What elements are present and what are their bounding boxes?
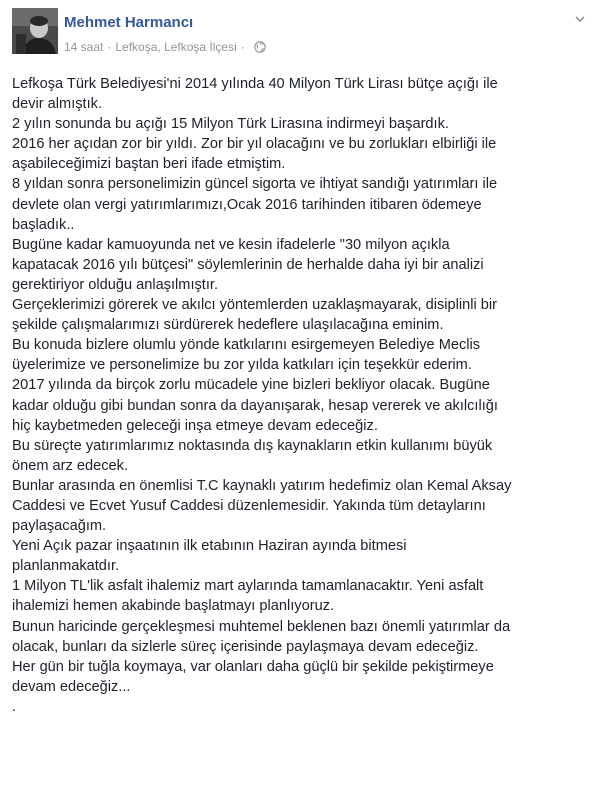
avatar-photo bbox=[12, 8, 58, 54]
post-location[interactable]: Lefkoşa, Lefkoşa İlçesi bbox=[115, 40, 237, 54]
post-body bbox=[12, 74, 590, 717]
post-paragraph: 8 yıldan sonra personelimizin güncel sigorta ve ihtiyat sandığı yatırımları ile devlete olan vergi yatırımlarımızı,Ocak 2016 tarihinden itibaren ödemeye başladık.. bbox=[12, 176, 498, 233]
post-paragraph: Lefkoşa Türk Belediyesi'ni 2014 yılında 40 Milyon Türk Lirası bütçe açığı ile devir almıştık. bbox=[12, 76, 498, 113]
post-paragraph: Her gün bir tuğla koymaya, var olanları daha güçlü bir şekilde pekiştirmeye devam edeceğiz... bbox=[12, 658, 494, 695]
post-paragraph: Bugüne kadar kamuoyunda net ve kesin ifadelerle "30 milyon açıkla kapatacak 2016 yılı bütçesi" söylemlerinin de herhalde daha iyi bir analizi gerektiriyor olduğu anlaşılmıştır. bbox=[12, 236, 484, 293]
meta-separator: · bbox=[107, 40, 112, 54]
avatar[interactable] bbox=[12, 8, 58, 54]
globe-icon[interactable] bbox=[254, 41, 266, 53]
post-header bbox=[12, 8, 588, 58]
post-paragraph: . bbox=[12, 698, 17, 715]
post-paragraph: Yeni Açık pazar inşaatının ilk etabının Haziran ayında bitmesi planlanmakatdır. bbox=[12, 538, 407, 575]
chevron-down-icon[interactable] bbox=[574, 12, 586, 24]
author-name[interactable]: Mehmet Harmancı bbox=[64, 14, 194, 31]
post-paragraph: Bunun haricinde gerçekleşmesi muhtemel beklenen bazı önemli yatırımlar da olacak, bunları da sizlerle süreç içerisinde paylaşmaya devam edeceğiz. bbox=[12, 618, 511, 655]
post-paragraph: Bunlar arasında en önemlisi T.C kaynaklı yatırım hedefimiz olan Kemal Aksay Caddesi ve Ecvet Yusuf Caddesi düzenlemesidir. Yakında tüm detaylarını paylaşacağım. bbox=[12, 477, 512, 535]
post-meta bbox=[64, 40, 266, 54]
post-paragraph: 1 Milyon TL'lik asfalt ihalemiz mart aylarında tamamlanacaktır. Yeni asfalt ihalemizi hemen akabinde başlatmayı planlıyoruz. bbox=[12, 578, 484, 615]
post-paragraph: 2016 her açıdan zor bir yıldı. Zor bir yıl olacağını ve bu zorlukları elbirliği ile aşabileceğimizi baştan beri ifade etmiştim. bbox=[12, 136, 497, 173]
meta-separator: · bbox=[240, 40, 245, 54]
post-paragraph: Bu süreçte yatırımlarımız noktasında dış kaynakların etkin kullanımı büyük önem arz edecek. bbox=[12, 437, 493, 474]
post-paragraph: Bu konuda bizlere olumlu yönde katkılarını esirgemeyen Belediye Meclis üyelerimize ve personelimize bu zor yılda katkıları için teşekkür ederim. bbox=[12, 337, 481, 374]
post-paragraph: Gerçeklerimizi görerek ve akılcı yöntemlerden uzaklaşmayarak, disiplinli bir şekilde çalışmalarımızı sürdürerek hedeflere ulaşılacağına eminim. bbox=[12, 297, 498, 334]
post-paragraph: 2 yılın sonunda bu açığı 15 Milyon Türk Lirasına indirmeyi başardık. bbox=[12, 116, 449, 133]
post-paragraph: 2017 yılında da birçok zorlu mücadele yine bizleri bekliyor olacak. Bugüne kadar olduğu gibi bundan sonra da dayanışarak, hesap vererek ve akılcılığı hiç kaybetmeden geleceği inşa etmeye devam edeceğiz. bbox=[12, 377, 498, 434]
post-time[interactable]: 14 saat bbox=[64, 40, 104, 54]
